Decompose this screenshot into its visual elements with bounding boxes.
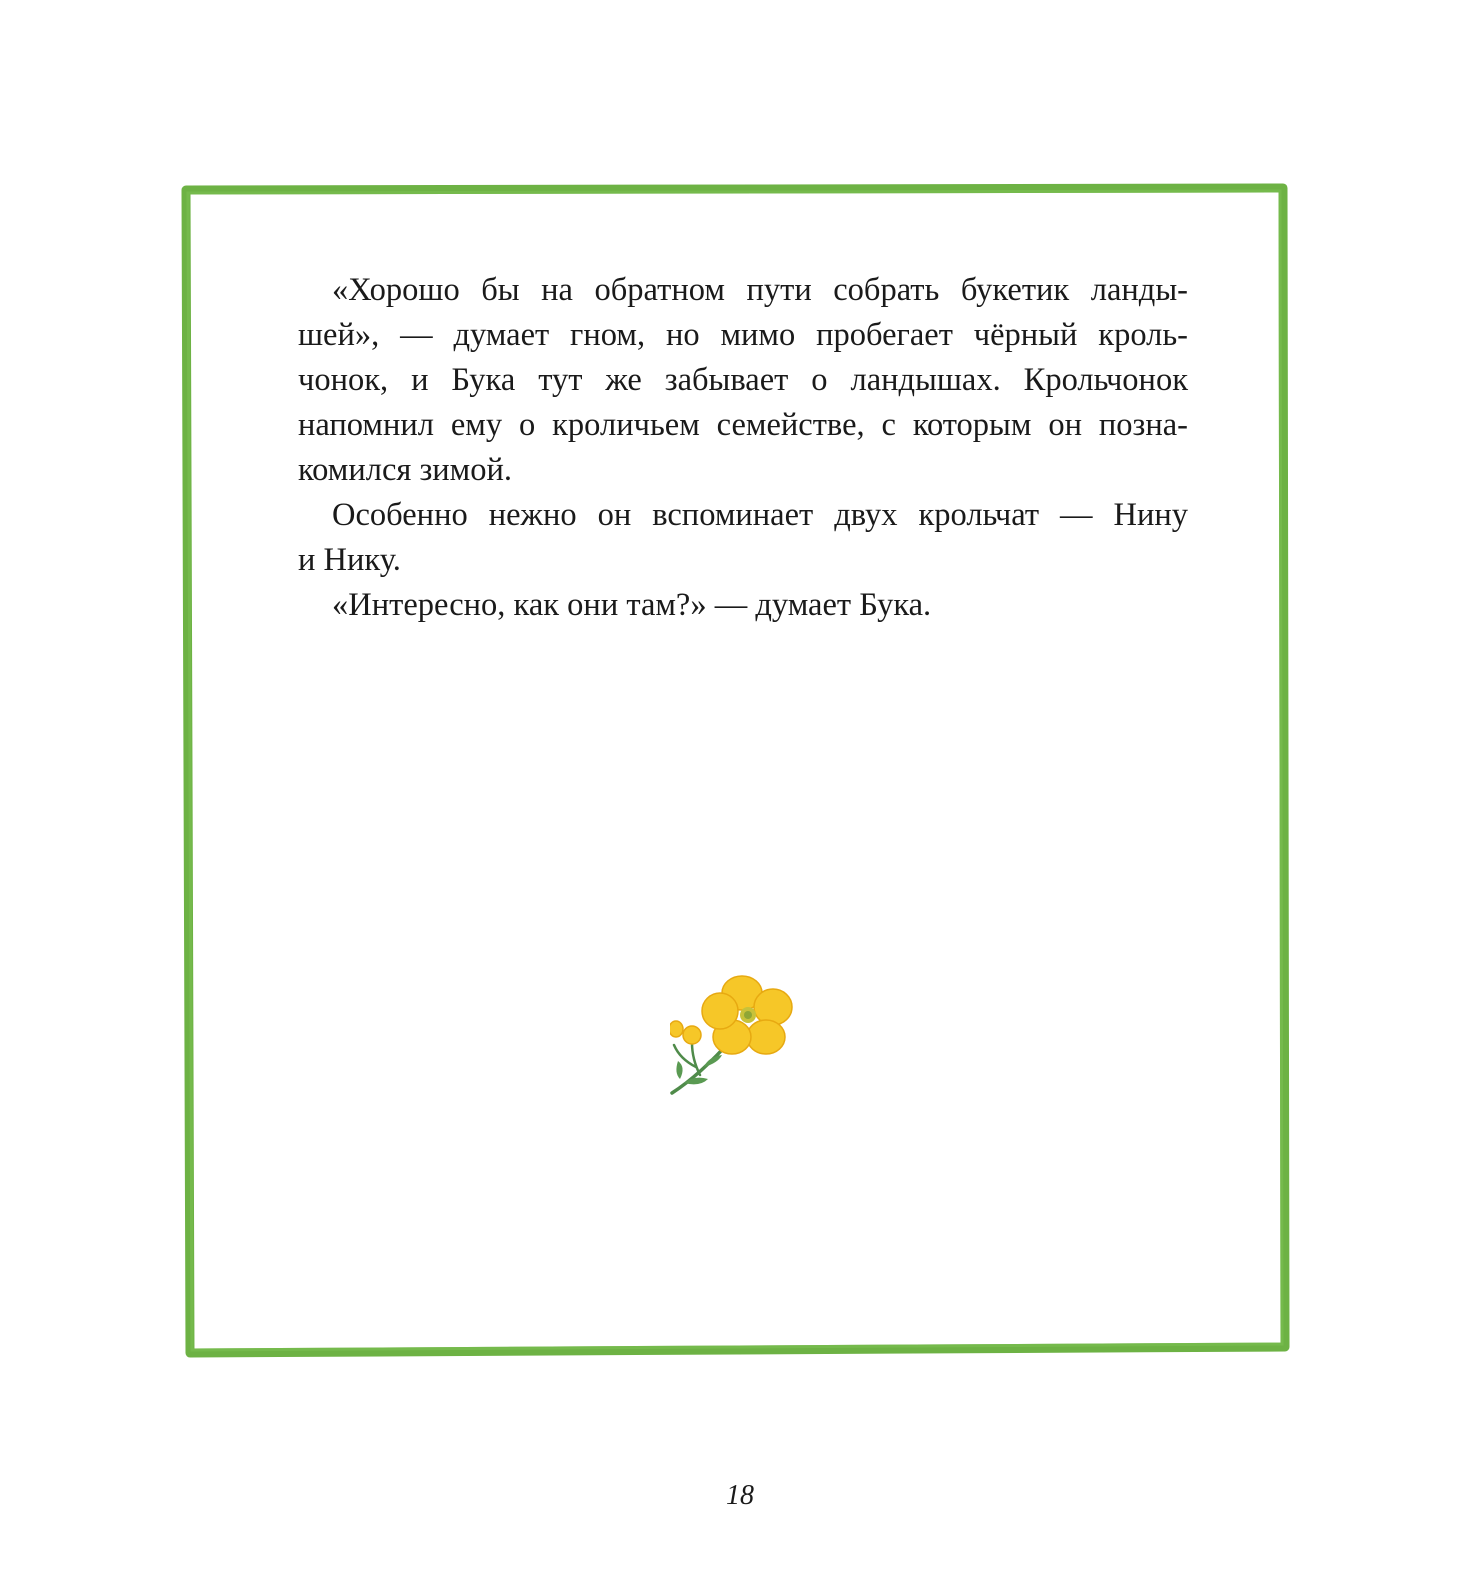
text-line: шей», — думает гном, но мимо пробегает чёрный кроль- [298, 317, 1188, 353]
text-line: «Интересно, как они там?» — думает Бука. [332, 587, 932, 623]
text-line: напомнил ему о кроличьем семействе, с которым он позна- [298, 407, 1188, 443]
text-line: Особенно нежно он вспоминает двух крольчат — Нину [332, 497, 1188, 533]
text-line: «Хорошо бы на обратном пути собрать букетик ланды- [332, 272, 1188, 308]
text-line: комился зимой. [298, 452, 513, 488]
buttercup-flower-icon [670, 975, 810, 1115]
story-text [298, 268, 1188, 628]
text-line: и Нику. [298, 542, 401, 578]
text-line: чонок, и Бука тут же забывает о ландышах. Крольчонок [298, 362, 1188, 398]
page-number: 18 [726, 1480, 754, 1511]
